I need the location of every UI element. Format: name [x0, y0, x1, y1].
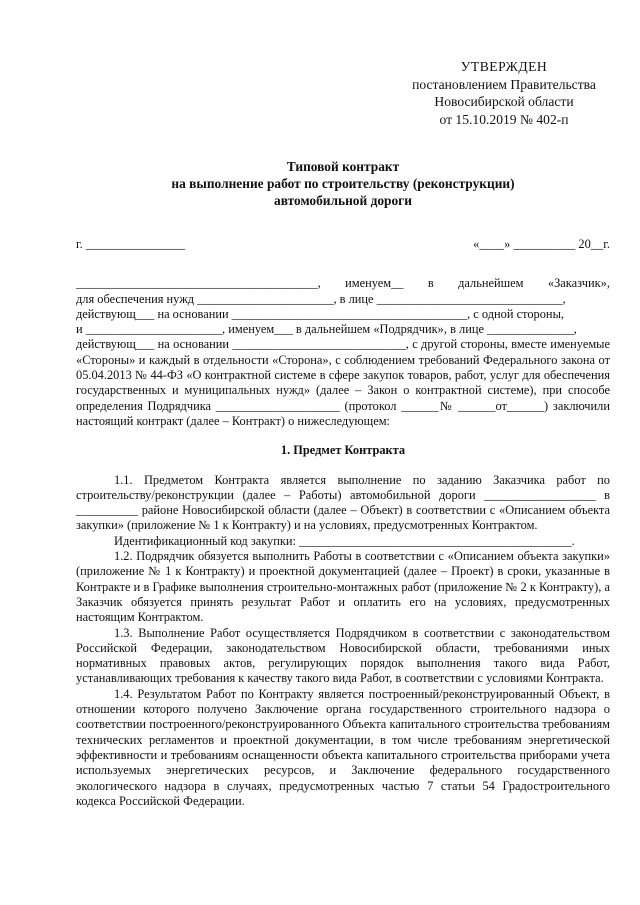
preamble-text: действующ___ на основании ____________________________, с другой стороны, вместе именуемые «Стороны» и каждый в отдельности «Сторона», с соблюдением требований Федерального закона от 05.04.2013 № 44-ФЗ «О контрактной системе в сфере закупок товаров, работ, услуг для обеспечения государственных и муниципальных нужд» (далее – Закон о контрактной системе), при способе определения Подрядчика ____________________ (протокол ______№ ______от______) заключили настоящий контракт (далее – Контракт) о нижеследующем:	[76, 337, 610, 428]
customer-blank: _______________________________________,	[76, 276, 321, 291]
title-line: Типовой контракт	[286, 159, 400, 174]
document-title	[76, 158, 610, 209]
preamble-line: и ______________________, именуем___ в дальнейшем «Подрядчик», в лице ______________,	[76, 322, 577, 337]
place-date-row	[76, 237, 610, 252]
title-line: на выполнение работ по строительству (реконструкции)	[171, 176, 515, 191]
preamble-word: дальнейшем	[458, 276, 524, 291]
approval-line: от 15.10.2019 № 402-п	[439, 111, 569, 127]
approval-line: постановлением Правительства	[412, 76, 596, 92]
preamble	[76, 276, 610, 429]
section-title: 1. Предмет Контракта	[280, 443, 406, 458]
preamble-word: «Заказчик»,	[547, 276, 610, 291]
preamble-word: в	[427, 276, 434, 291]
preamble-word: именуем__	[345, 276, 404, 291]
preamble-line	[76, 276, 610, 291]
title-line: автомобильной дороги	[274, 193, 412, 208]
clause-1-1: 1.1. Предметом Контракта является выполнение по заданию Заказчика работ по строительству/реконструкции (далее – Работы) автомобильной дороги __________________ в __________ районе Новосибирской области (далее – Объект) в соответствии с «Описанием объекта закупки» (приложение № 1 к Контракту) и на условиях, предусмотренных Контрактом.	[76, 472, 610, 533]
date-field: «____» __________ 20__г.	[473, 237, 610, 251]
procurement-code: Идентификационный код закупки: ____________________________________________.	[114, 533, 575, 548]
preamble-line: действующ___ на основании ______________________________________, с одной стороны,	[76, 306, 564, 321]
clause-1-4: 1.4. Результатом Работ по Контракту является построенный/реконструированный Объект, в отношении которого получено Заключение органа государственного строительного надзора о соответствии построенного/реконструированного Объекта капитального строительства требованиям технических регламентов и проектной документации, в том числе требованиям энергетической эффективности и требованиям оснащенности объекта капитального строительства приборами учета используемых энергетических ресурсов, и Заключение федерального государственного экологического надзора в случаях, предусмотренных частью 7 статьи 54 Градостроительного кодекса Российской Федерации.	[76, 686, 610, 808]
approval-heading: УТВЕРЖДЕН	[460, 59, 548, 74]
clause-1-3: 1.3. Выполнение Работ осуществляется Подрядчиком в соответствии с законодательством Российской Федерации, законодательством Новосибирской области, требованиями иных нормативных правовых актов, регулирующих порядок выполнения такого вида Работ, устанавливающих требования к качеству такого вида Работ, в соответствии с условиями Контракта.	[76, 625, 610, 686]
clause-1-2: 1.2. Подрядчик обязуется выполнить Работы в соответствии с «Описанием объекта закупки» (приложение № 1 к Контракту) и проектной документацией (далее – Проект) в сроки, указанные в Контракте и в Графике выполнения строительно-монтажных работ (приложение № 2 к Контракту), а Заказчик обязуется принять результат Работ и оплатить его на условиях, предусмотренных настоящим Контрактом.	[76, 549, 610, 625]
preamble-line: для обеспечения нужд ______________________, в лице ______________________________,	[76, 291, 566, 306]
city-field: г. ________________	[76, 237, 186, 251]
approval-line: Новосибирской области	[434, 94, 574, 109]
approval-stamp	[404, 58, 604, 128]
